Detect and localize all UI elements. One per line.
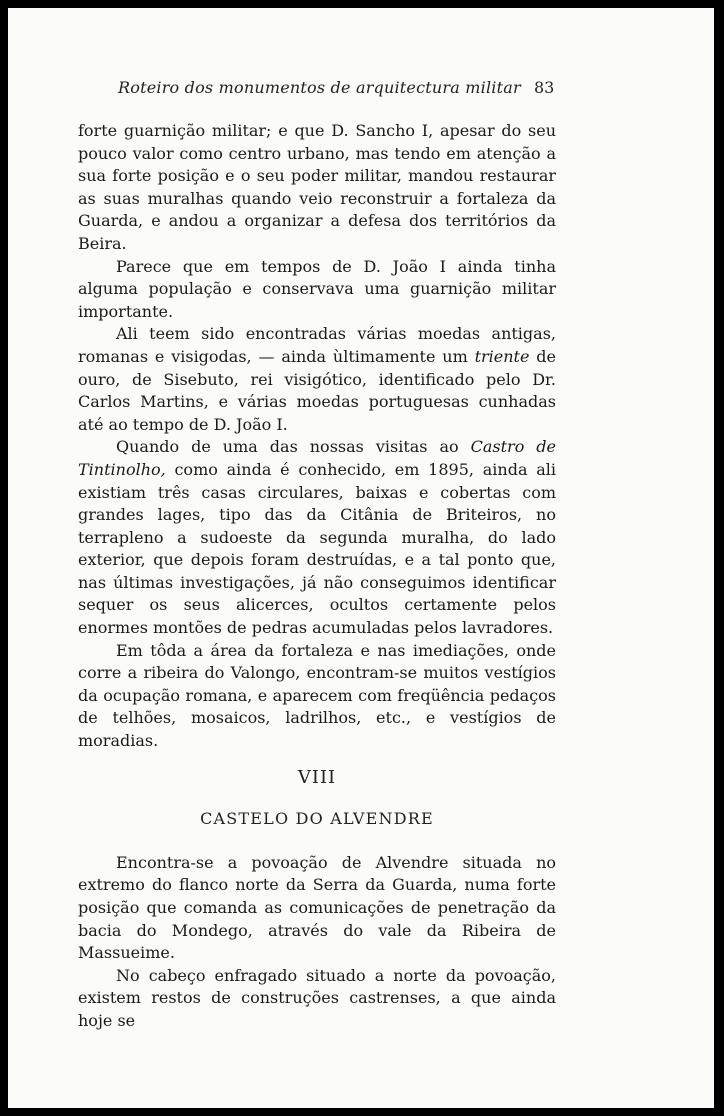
page-number: 83 [534,78,555,97]
section-title: CASTELO DO ALVENDRE [200,809,434,829]
paragraph-text: Quando de uma das nossas visitas ao [116,437,471,457]
paragraph: Em tôda a área da fortaleza e nas imediações, onde corre a ribeira do Valongo, encontram-se muitos vestígios da ocupação romana, e aparecem com freqüência pedaços de telhões, mosaicos, ladrilhos, etc., e vestígios de moradias. [78,640,556,751]
body-text [78,120,556,1033]
paragraph [78,323,556,436]
paragraph-text: como ainda é conhecido, em 1895, ainda ali existiam três casas circulares, baixas e cobertas com grandes lages, tipo das da Citânia de Briteiros, no terrapleno a sudoeste da segunda muralha, do lado exterior, que depois foram destruídas, e a tal ponto que, nas últimas investigações, já não conseguimos identificar sequer os seus alicerces, ocultos certamente pelos enormes montões de pedras acumuladas pelos lavradores. [78,459,556,638]
paragraph: forte guarnição militar; e que D. Sancho I, apesar do seu pouco valor como centro urbano, mas tendo em atenção a sua forte posição e o seu poder militar, mandou restaurar as suas muralhas quando veio reconstruir a fortaleza da Guarda, e andou a organizar a defesa dos territórios da Beira. [78,121,556,253]
running-title: Roteiro dos monumentos de arquitectura militar [118,78,521,97]
paragraph-text: de ouro, de Sisebuto, rei visigótico, identificado pelo Dr. Carlos Martins, e várias moedas portuguesas cunhadas até ao tempo de D. João I. [78,346,557,434]
paragraph-text: Ali teem sido encontradas várias moedas antigas, romanas e visigodas, — ainda ùltimamente um [78,324,556,366]
paragraph: Parece que em tempos de D. João I ainda tinha alguma população e conservava uma guarnição militar importante. [78,256,556,321]
paragraph: No cabeço enfragado situado a norte da povoação, existem restos de construções castrenses, a que ainda hoje se [78,965,556,1030]
section-number: VIII [297,766,337,788]
paragraph [78,436,556,639]
italic-term: triente [474,346,530,366]
italic-place-name: Castro de Tintinolho, [78,437,557,479]
running-header [8,78,714,100]
paragraph: Encontra-se a povoação de Alvendre situada no extremo do flanco norte da Serra da Guarda, numa forte posição que comanda as comunicações de penetração da bacia do Mondego, através do vale da Ribeira de Massueime. [78,852,556,963]
book-page [8,8,714,1108]
